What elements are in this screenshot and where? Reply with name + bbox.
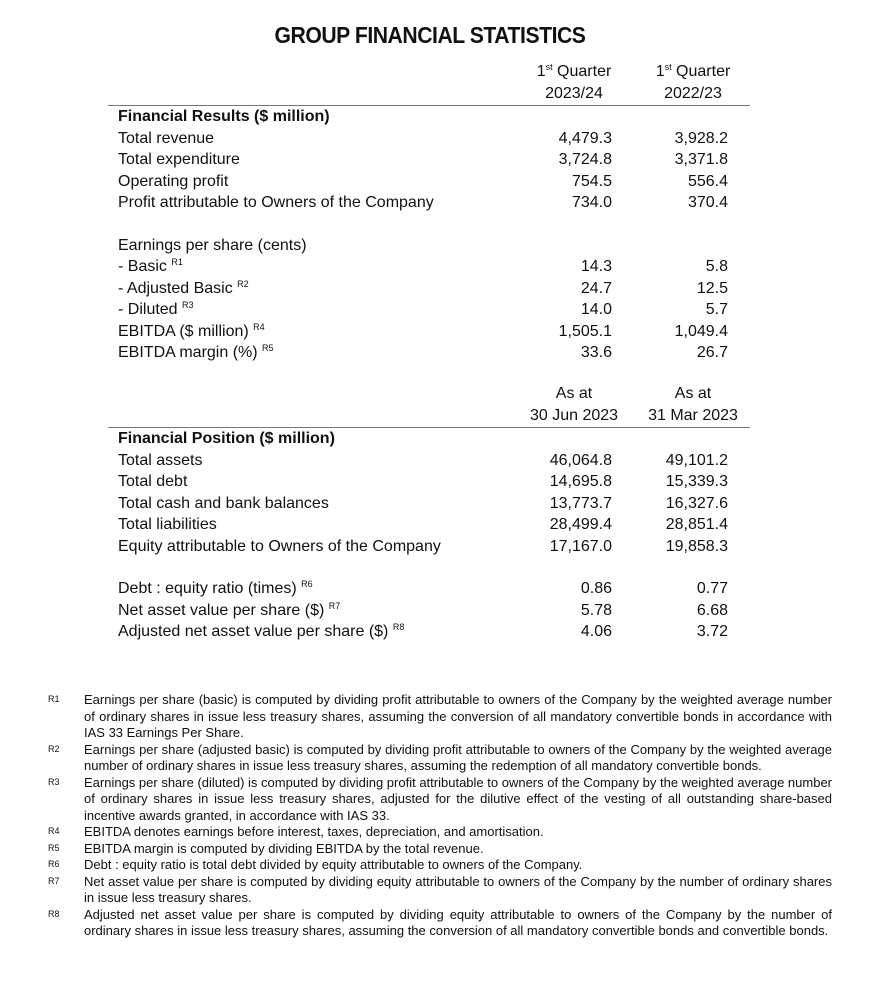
table-row [118,600,750,622]
footnote-text: Net asset value per share is computed by dividing equity attributable to owners of the Company by the number of ordinary shares in issue less treasury shares. [84,873,832,905]
value-prior: 5.8 [705,258,728,275]
footnote [48,775,832,825]
footnote-text: EBITDA margin is computed by dividing EBITDA by the total revenue. [84,840,484,856]
footnote [48,857,832,874]
value-current: 17,167.0 [549,537,612,555]
subsection-heading-text: Earnings per share (cents) [118,236,307,254]
value-prior: 3.72 [696,623,728,640]
footnote-marker: R6 [48,859,60,869]
value-current: 0.86 [580,580,612,597]
col-header-as-at-current: As at [555,385,593,402]
row-label-text: EBITDA margin (%) [118,344,263,361]
column-header-row-1 [118,61,750,83]
table-row [118,514,750,536]
value-prior: 28,851.4 [665,516,728,533]
value-current: 734.0 [571,194,612,211]
footnote-ref: R3 [182,300,194,310]
footnote-marker: R7 [48,875,60,886]
footnote-marker: R1 [48,694,60,704]
footnote-ref: R5 [262,343,274,353]
table-row [118,149,750,171]
col-header-sup: st [664,62,672,72]
col-header-sup: st [545,62,553,72]
financial-results-table [118,61,750,364]
footnote-marker: R4 [48,826,60,836]
row-label-text: EBITDA ($ million) [118,322,254,340]
footnote [48,841,832,858]
value-prior: 3,928.2 [674,129,728,147]
column-header-row-2 [118,405,750,427]
row-label: Equity attributable to Owners of the Company [118,537,441,555]
row-label: Total cash and bank balances [118,494,329,512]
value-prior: 1,049.4 [674,322,728,340]
value-current: 4.06 [580,623,612,640]
col-header-num: 1 [655,63,665,80]
col-header-period-prior: 2022/23 [664,85,722,102]
value-prior: 6.68 [696,601,728,619]
footnote-ref: R2 [237,278,249,289]
footnotes [48,692,832,940]
value-current: 754.5 [571,172,612,190]
footnote-text: Earnings per share (basic) is computed by dividing profit attributable to owners of the Company by the weighted average number of ordinary shares in issue less treasury shares, assuming the conversion of all mandatory convertible bonds in accordance with IAS 33 Earnings Per Share. [84,692,832,740]
col-header-prior-quarter [638,61,748,83]
table-row [118,278,750,300]
footnote [48,874,832,907]
col-header-current-quarter [523,61,625,83]
value-prior: 16,327.6 [665,494,728,512]
footnote-ref: R7 [328,600,341,611]
row-label [118,621,404,643]
row-label [118,278,249,300]
value-prior: 19,858.3 [665,537,728,555]
value-prior: 3,371.8 [674,151,728,168]
row-label-text: - Adjusted Basic [118,279,238,297]
value-prior: 26.7 [696,344,728,361]
value-current: 3,724.8 [558,151,612,168]
section-heading-text: Financial Results ($ million) [118,108,330,125]
row-label: Total expenditure [118,151,240,168]
row-label-text: - Basic [118,258,172,275]
col-header-text: Quarter [671,63,731,80]
table-row [118,299,750,321]
value-prior: 49,101.2 [665,451,728,469]
value-current: 14.3 [580,258,612,275]
value-current: 5.78 [580,601,612,619]
value-current: 28,499.4 [549,516,612,533]
row-label: Profit attributable to Owners of the Company [118,194,434,211]
section-heading [118,106,750,128]
row-label-text: Debt : equity ratio (times) [118,580,302,597]
table-row [118,471,750,493]
subsection-heading [118,235,750,257]
value-prior: 15,339.3 [665,473,728,490]
column-header-row-2 [118,83,750,105]
table-row [118,342,750,364]
footnote-text: Adjusted net asset value per share is computed by dividing equity attributable to owners of the Company by the number of ordinary shares in issue less treasury shares, assuming the conversion of all mandatory convertible bonds and convertible bonds. [84,906,832,938]
col-header-text: Quarter [552,63,612,80]
financial-position-table [118,383,750,643]
column-header-row-1 [118,383,750,405]
value-current: 33.6 [580,344,612,361]
footnote-ref: R1 [171,257,183,267]
col-header-as-at-prior: As at [674,385,712,402]
footnote-marker: R2 [48,743,60,754]
footnote [48,742,832,775]
row-label: Total liabilities [118,516,217,533]
row-label-text: Adjusted net asset value per share ($) [118,623,393,640]
footnote-marker: R5 [48,842,60,853]
row-label [118,600,340,622]
value-current: 1,505.1 [558,322,612,340]
footnote-text: Earnings per share (diluted) is computed by dividing profit attributable to owners of the Company by the weighted average number of ordinary shares in issue less treasury shares, adjusted for the dilutive effect of the vesting of all outstanding share-based incentive awards granted, in accordance with IAS 33. [84,774,832,823]
row-label-text: - Diluted [118,301,183,318]
row-label-text: Net asset value per share ($) [118,601,329,619]
row-label [118,342,274,364]
value-prior: 12.5 [696,279,728,297]
spacer [118,557,750,578]
col-header-num: 1 [536,63,546,80]
value-prior: 5.7 [705,301,728,318]
row-label: Total debt [118,473,188,490]
footnote-ref: R6 [301,579,313,589]
table-row [118,256,750,278]
footnote-text: EBITDA denotes earnings before interest, taxes, depreciation, and amortisation. [84,824,544,839]
value-current: 14,695.8 [549,473,612,490]
table-row [118,536,750,558]
row-label [118,578,313,600]
page-title: GROUP FINANCIAL STATISTICS [274,22,586,48]
col-header-date-current: 30 Jun 2023 [529,407,619,424]
footnote [48,907,832,940]
footnote [48,824,832,841]
footnote-ref: R4 [253,321,265,332]
footnote-text: Earnings per share (adjusted basic) is computed by dividing profit attributable to owners of the Company by the weighted average number of ordinary shares in issue less treasury shares, assuming the redemption of all mandatory convertible bonds. [84,741,832,773]
row-label: Operating profit [118,172,229,190]
col-header-date-prior: 31 Mar 2023 [648,407,738,424]
row-label [118,321,265,343]
row-label: Total assets [118,451,203,469]
value-prior: 0.77 [696,580,728,597]
section-heading-text: Financial Position ($ million) [118,430,335,447]
table-row [118,128,750,150]
table-row [118,578,750,600]
footnote-text: Debt : equity ratio is total debt divided by equity attributable to owners of the Company. [84,857,583,872]
row-label: Total revenue [118,129,215,147]
table-row [118,621,750,643]
footnote-marker: R3 [48,776,60,787]
value-current: 13,773.7 [549,494,612,512]
table-row [118,192,750,214]
value-current: 4,479.3 [558,129,612,147]
value-prior: 370.4 [687,194,728,211]
row-label [118,299,194,321]
footnote-ref: R8 [392,622,405,632]
value-prior: 556.4 [687,172,728,190]
spacer [118,214,750,235]
table-row [118,493,750,515]
table-row [118,450,750,472]
row-label [118,256,183,278]
footnote-marker: R8 [48,908,60,919]
table-row [118,171,750,193]
footnote [48,692,832,742]
col-header-period-current: 2023/24 [545,85,603,102]
value-current: 46,064.8 [549,451,612,469]
section-heading [118,428,750,450]
value-current: 24.7 [580,279,612,297]
value-current: 14.0 [580,301,612,318]
table-row [118,321,750,343]
